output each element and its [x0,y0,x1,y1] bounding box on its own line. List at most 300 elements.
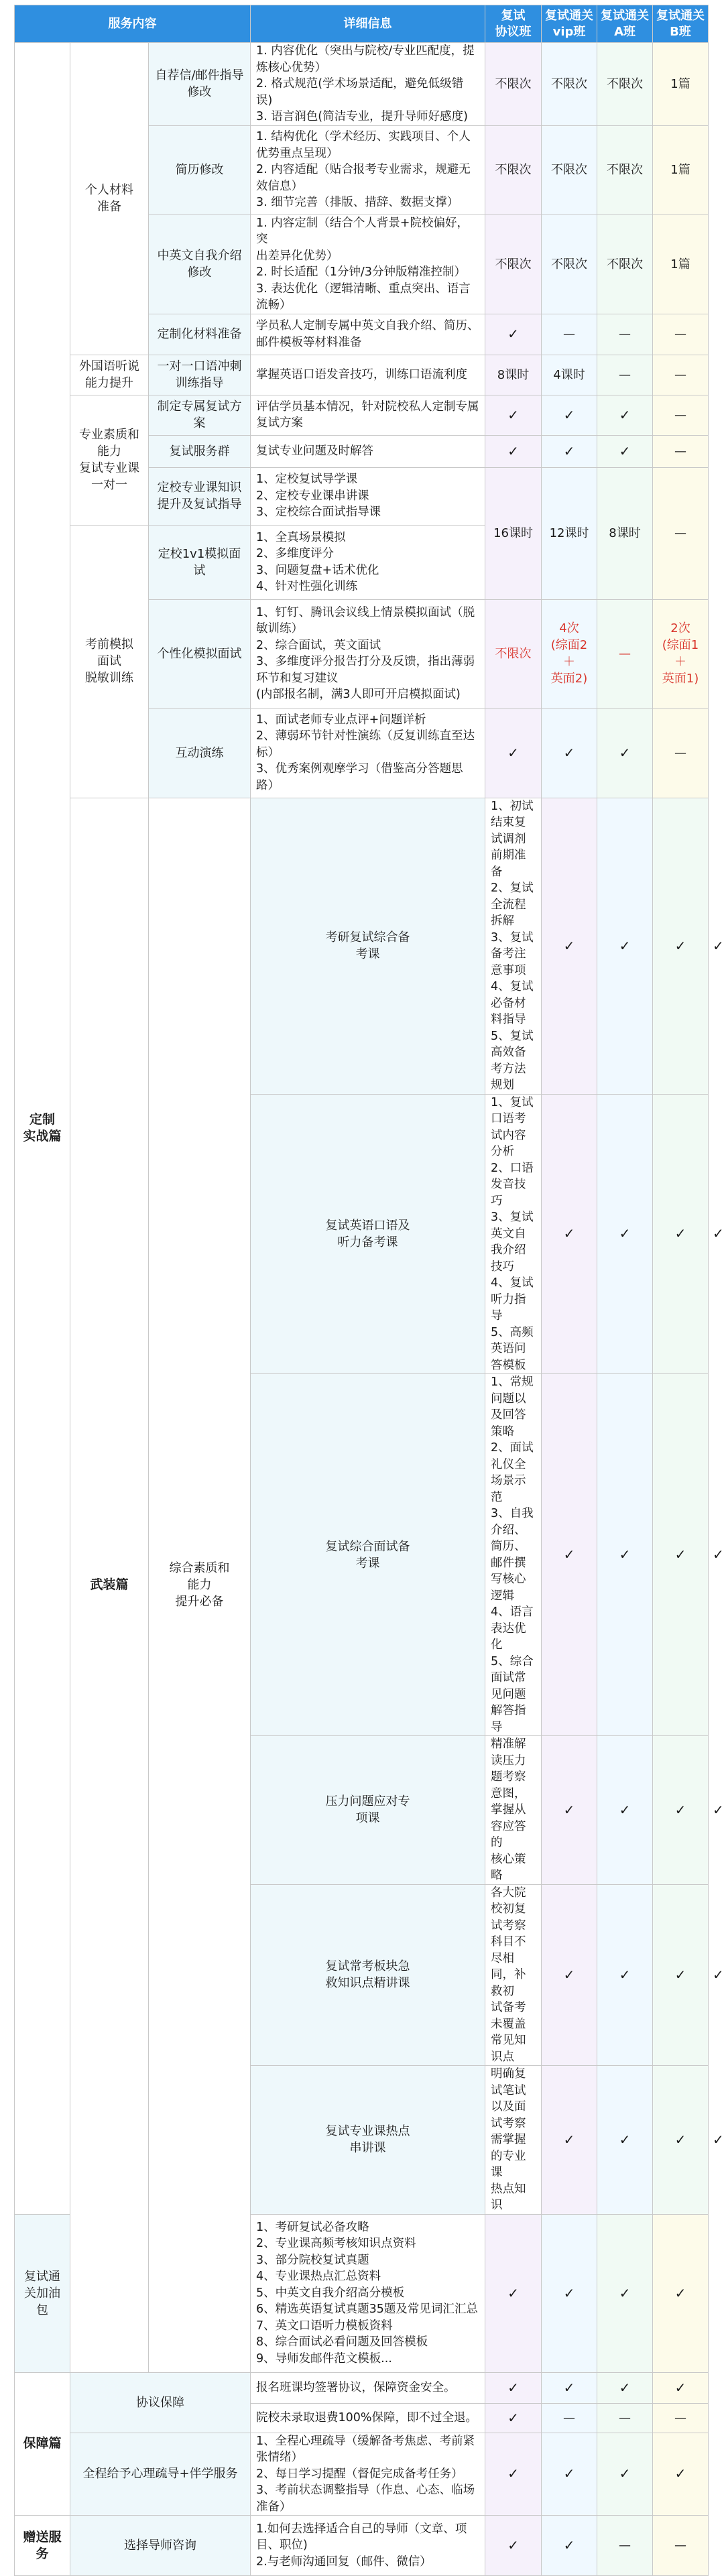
detail-cell [251,525,485,599]
text-line: 1、考研复试必备攻略 [256,2220,369,2234]
text-line: 1、常规问题以及回答策略 [491,1375,534,1438]
value-b [653,2214,709,2372]
text-line: 热点知识 [491,2182,526,2212]
category-label: 能力提升 [85,376,133,390]
text-line: 5、综合面试常见问题解答指导 [491,1654,534,1734]
category-comprehensive-ability [149,798,251,2372]
value-vip [597,1374,653,1736]
text-line: 3. 语言润色(简洁专业，提升导师好感度) [256,110,468,123]
item-label: 提升及复试指导 [157,497,242,511]
service-item [251,798,485,1094]
value-text: ✓ [563,2537,575,2553]
detail-cell [251,125,485,214]
value-text: 英面2) [550,672,588,686]
value-a [597,708,653,798]
item-label: 个性化模拟面试 [157,646,242,661]
text-line: 4、复试听力指导 [491,1276,534,1323]
text-line: 标） [256,745,280,759]
value-text: ✓ [619,1966,631,1983]
table-row [15,2433,709,2516]
item-label: 项课 [355,1811,380,1826]
value-b [653,2433,709,2516]
table-row: 复试常考板块急 救知识点精讲课 各大院校初复试考察科目不尽相同，补救初 试备考未覆盖常见知识点 ✓ ✓ ✓ ✓ [15,1884,709,2066]
value-protocol [485,2516,542,2576]
value-b [653,2372,709,2403]
value-text: ✓ [563,1546,575,1562]
value-text: ✓ [619,406,631,423]
value-a [653,2066,709,2215]
category-agreement-guarantee [70,2372,251,2433]
value-text: 英面1) [662,672,699,686]
value-text: 8课时 [497,367,530,382]
value-protocol [542,1374,597,1736]
category-professional-1v1 [70,395,149,525]
section-label: 赠送服务 [23,2529,62,2561]
detail-cell [251,2372,485,2403]
service-item [251,1094,485,1374]
item-label: 听力备考课 [337,1235,398,1249]
value-vip [542,599,597,708]
value-b [653,214,709,314]
value-text: — [674,526,687,540]
item-label: 复试综合面试备 [325,1539,410,1554]
value-vip [542,125,597,214]
table-row: 武装篇 综合素质和 能力 提升必备 考研复试综合备 考课 1、初试结束复试调剂前期准备 2、复试全流程拆解 3、复试备考注意事项 4、复试必备材料指导 5、复试高效备考方法规划 ✓ ✓ ✓ ✓ [15,798,709,1094]
header-row [15,5,709,43]
text-line: 2.与老师沟通回复（邮件、微信） [256,2555,432,2569]
detail-cell [251,467,485,525]
text-line: 3、复试英文自我介绍技巧 [491,1211,534,1274]
section-equipment [70,798,149,2372]
value-text: ✓ [563,406,575,423]
category-label: 能力 [187,1578,212,1592]
detail-cell [485,1884,542,2066]
item-label: 定校专业课知识 [157,481,242,495]
text-line: 4、复试必备材料指导 [491,980,534,1026]
detail-cell [251,355,485,395]
value-text: ✓ [674,1225,686,1242]
value-a [597,599,653,708]
service-item [251,1736,485,1885]
category-label: 考前模拟 [85,637,133,652]
value-text: 12课时 [549,526,589,540]
value-text: — [674,2410,687,2425]
value-protocol [485,435,542,467]
category-label: 提升必备 [175,1595,224,1609]
text-line: 精准解读压力题考察意图，掌握从容应答的 [491,1737,526,1849]
value-a [653,798,709,1094]
category-mock-interview [70,525,149,798]
text-line: 路） [256,778,280,792]
value-protocol [485,467,542,599]
text-line: 目、职位) [256,2538,308,2553]
value-protocol [485,125,542,214]
value-a [597,2372,653,2403]
service-item [149,599,251,708]
value-text: ✓ [563,2284,575,2301]
value-text: 1篇 [670,76,690,91]
value-text: 不限次 [551,257,588,271]
item-label: 复试常考板块急 [325,1959,410,1974]
value-text: 8课时 [609,526,641,540]
value-vip [542,214,597,314]
value-text: — [619,646,631,661]
service-item [149,214,251,314]
section-label: 武装篇 [90,1577,129,1592]
value-vip [542,43,597,126]
value-a [653,1736,709,1885]
service-item [149,467,251,525]
value-protocol [485,43,542,126]
value-text: ✓ [674,1546,686,1562]
text-line: 1.如何去选择适合自己的导师（文章、项 [256,2522,467,2536]
table-row [15,355,709,395]
text-line: 3、问题复盘+话术优化 [256,563,379,577]
value-b [653,708,709,798]
value-a [597,2403,653,2433]
item-label: 压力问题应对专 [325,1794,410,1809]
value-text: ✓ [563,1966,575,1983]
category-label: 面试 [97,654,121,668]
text-line: 2、综合面试，英文面试 [256,638,381,652]
value-text: — [674,367,687,382]
value-text: ✓ [674,2284,686,2301]
value-text: ✓ [674,1801,686,1818]
item-label: 自荐信/邮件指导 [155,68,244,83]
item-label: 串讲课 [349,2141,386,2156]
text-line: 1、面试老师专业点评+问题详析 [256,713,426,727]
value-a [597,214,653,314]
value-text: ✓ [619,2131,631,2148]
value-vip [542,467,597,599]
value-text: ✓ [507,442,519,459]
value-text: ✓ [563,2465,575,2482]
value-vip [597,798,653,1094]
value-a [597,2516,653,2576]
text-line: 试备考未覆盖常见知识点 [491,2001,526,2064]
value-text: ✓ [507,2465,519,2482]
table-row [15,2516,709,2576]
detail-cell [485,1374,542,1736]
table-row: 复试英语口语及 听力备考课 1、复试口语考试内容分析 2、口语发音技巧 3、复试英文自我介绍技巧 4、复试听力指导 5、高频英语问答模板 ✓ ✓ ✓ ✓ [15,1094,709,1374]
header-plan-a: 复试通关 A班 [597,5,653,43]
text-line: 敏训练） [256,622,304,635]
detail-cell [251,2516,485,2576]
detail-cell [251,395,485,435]
detail-cell [485,1736,542,1885]
value-text: — [563,2410,576,2425]
text-line: 7、英文口语听力模板资料 [256,2319,393,2333]
header-plan-b: 复试通关 B班 [653,5,709,43]
detail-cell [485,2066,542,2215]
service-item [15,2214,70,2372]
value-vip [542,435,597,467]
value-protocol [485,2403,542,2433]
value-text: — [563,327,576,341]
value-a [597,467,653,599]
text-line: 1、钉钉、腾讯会议线上情景模拟面试（脱 [256,605,475,619]
value-vip [597,2066,653,2215]
text-line: 3、多维度评分报告打分及反馈，指出薄弱 [256,655,475,668]
value-b [653,467,709,599]
value-text: ✓ [563,442,575,459]
header-plan-protocol: 复试 协议班 [485,5,542,43]
value-b [653,599,709,708]
text-line: 各大院校初复试考察科目不尽相同，补救初 [491,1886,526,1998]
item-label: 救知识点精讲课 [325,1976,410,1991]
section-guarantee [15,2372,70,2516]
value-protocol [485,708,542,798]
item-label: 复试通关加油包 [24,2269,60,2317]
category-label: 专业素质和 [79,428,139,442]
service-item [149,525,251,599]
value-text: 不限次 [495,646,532,661]
detail-cell [251,214,485,314]
value-text: ✓ [563,2131,575,2148]
value-a [597,314,653,355]
category-advisor-consult [70,2516,251,2576]
value-b [653,355,709,395]
section-gift [15,2516,70,2576]
text-line: 2. 格式规范(学术场景适配，避免低级错误) [256,77,464,107]
value-a [653,1094,709,1374]
text-line: 1. 内容优化（突出与院校/专业匹配度，提 [256,44,475,58]
text-line: 3、考前状态调整指导（作息、心态、临场 [256,2483,475,2497]
value-text: ✓ [619,2465,631,2482]
value-vip [597,1884,653,2066]
value-text: 不限次 [495,76,532,91]
text-line: 1. 内容定制（结合个人背景+院校偏好，突 [256,216,469,246]
value-protocol [485,2433,542,2516]
value-text: — [619,2538,631,2553]
value-protocol [485,599,542,708]
header-detail: 详细信息 [251,5,485,43]
category-label: 外国语听说 [79,359,139,373]
value-text: — [674,745,687,760]
item-label: 复试英语口语及 [325,1218,410,1233]
value-text: ✓ [507,744,519,761]
value-text: — [674,444,687,458]
category-label: 复试专业课 [79,461,139,475]
value-text: 不限次 [607,76,644,91]
text-line: 2. 内容适配（贴合报考专业需求，规避无 [256,163,471,177]
value-protocol [485,355,542,395]
value-a [597,435,653,467]
value-text: ✓ [563,1801,575,1818]
value-text: ✓ [619,744,631,761]
value-text: ✓ [619,1801,631,1818]
value-text: ✓ [619,2284,631,2301]
value-b [653,314,709,355]
service-item [251,1884,485,2066]
table-row [15,43,709,126]
text-line: 掌握英语口语发音技巧，训练口语流利度 [256,367,468,381]
text-line: 9、导师发邮件范文模板... [256,2351,392,2366]
value-protocol [485,214,542,314]
text-line: 优势重点呈现） [256,146,339,160]
category-label: 协议保障 [136,2395,185,2410]
section-custom-practice [15,43,70,2215]
text-line: 1、全程心理疏导（缓解备考焦虑、考前紧 [256,2434,475,2448]
text-line: 效信息） [256,179,304,193]
item-label: 考课 [355,1556,380,1571]
value-vip [597,1736,653,1885]
category-label: 准备 [97,200,121,214]
category-label: 能力 [97,444,121,458]
text-line: 4、针对性强化训练 [256,580,358,593]
category-label: 一对一 [91,478,127,492]
value-vip [542,2433,597,2516]
item-label: 制定专属复试方 [157,400,242,414]
value-b [653,125,709,214]
table-row: 复试专业课热点 串讲课 明确复试笔试以及面试考察需掌握的专业课 热点知识 ✓ ✓ ✓ ✓ [15,2066,709,2215]
text-line: 3、部分院校复试真题 [256,2253,369,2267]
value-text: 不限次 [551,163,588,177]
value-text: ✓ [507,2409,519,2426]
value-text: ✓ [619,1546,631,1562]
text-line: 院校未录取退费100%保障，即不过全退。 [256,2410,478,2425]
text-line: 2、口语发音技巧 [491,1161,534,1208]
category-label: 选择导师咨询 [124,2538,197,2553]
value-text: 4课时 [553,367,585,382]
value-text: — [619,367,631,382]
value-protocol [542,1094,597,1374]
text-line: 学员私人定制专属中英文自我介绍、简历、 [256,319,479,332]
value-text: ✓ [563,937,575,954]
section-label: 实战篇 [23,1129,62,1144]
category-label: 全程给予心理疏导+伴学服务 [82,2467,238,2481]
text-line: 报名班课均签署协议，保障资金安全。 [256,2380,456,2394]
text-line: 2. 时长适配（1分钟/3分钟版精准控制） [256,265,466,279]
value-text: 16课时 [493,526,533,540]
text-line: 5、中英文自我介绍高分模板 [256,2286,405,2300]
value-text: 不限次 [607,257,644,271]
category-foreign-language [70,355,149,395]
text-line: 3、定校综合面试指导课 [256,505,381,519]
text-line: 2、多维度评分 [256,547,335,560]
value-protocol [542,2066,597,2215]
value-text: (综面1＋ [662,638,699,669]
item-label: 修改 [187,85,212,100]
service-item [149,355,251,395]
value-text: ✓ [674,1966,686,1983]
item-label: 一对一口语冲刺 [157,359,242,373]
value-vip [542,355,597,395]
value-text: 1篇 [670,257,690,271]
text-line: 8、综合面试必看问题及回答模板 [256,2335,428,2349]
detail-cell [251,2433,485,2516]
value-vip [597,1094,653,1374]
text-line: 流畅） [256,298,292,312]
value-text: 2次 [670,621,690,635]
detail-cell [485,798,542,1094]
value-text: — [674,408,687,422]
category-label: 脱敏训练 [85,671,133,685]
text-line: 6、精选英语复试真题35题及常见词汇汇总 [256,2303,478,2317]
text-line: 核心策略 [491,1852,526,1882]
text-line: 1、初试结束复试调剂前期准备 [491,799,534,879]
text-line: 复试专业问题及时解答 [256,444,374,458]
item-label: 修改 [187,265,212,280]
value-text: — [674,327,687,341]
value-text: — [674,2538,687,2553]
value-text: ✓ [507,406,519,423]
value-text: — [619,327,631,341]
detail-cell [251,2403,485,2433]
detail-cell [251,708,485,798]
text-line: 2、薄弱环节针对性演练（反复训练直至达 [256,729,475,743]
service-item [149,708,251,798]
text-line: 3、复试备考注意事项 [491,930,534,977]
value-text: ✓ [563,744,575,761]
section-label: 保障篇 [23,2436,62,2451]
value-text: ✓ [674,2131,686,2148]
value-b [653,2403,709,2433]
text-line: 3. 表达优化（逻辑清晰、重点突出、语言 [256,282,471,296]
detail-cell [251,599,485,708]
value-a [597,355,653,395]
detail-cell [251,43,485,126]
value-vip [542,2403,597,2433]
category-psych-support [70,2433,251,2516]
text-line: 1、全真场景模拟 [256,530,346,544]
item-label: 复试专业课热点 [325,2124,410,2139]
value-text: 1篇 [670,163,690,177]
text-line: 明确复试笔试以及面试考察需掌握的专业课 [491,2067,526,2179]
detail-cell [251,435,485,467]
detail-cell [485,1094,542,1374]
item-label: 中英文自我介绍 [157,249,242,263]
value-a [653,1374,709,1736]
service-comparison-table [14,5,724,2576]
text-line: 4、语言表达优化 [491,1605,534,1652]
category-label: 综合素质和 [169,1561,230,1575]
value-text: — [619,2410,631,2425]
item-label: 案 [193,416,206,430]
value-vip [542,314,597,355]
text-line: 3、自我介绍、简历、邮件撰写核心逻辑 [491,1507,534,1603]
item-label: 考研复试综合备 [325,930,410,944]
value-protocol [485,2214,542,2372]
service-item [149,395,251,435]
service-item [149,314,251,355]
text-line: 1、定校复试导学课 [256,473,358,487]
detail-cell [251,2214,485,2372]
text-line: 邮件模板等材料准备 [256,335,362,349]
value-b [653,43,709,126]
item-label: 考课 [355,947,380,961]
value-text: ✓ [507,2379,519,2396]
item-label: 复试服务群 [169,444,230,458]
text-line: 出差异化优势） [256,249,339,263]
value-protocol [485,395,542,435]
item-label: 训练指导 [175,376,224,390]
text-line: 环节和复习建议 [256,671,339,685]
value-vip [542,2516,597,2576]
value-vip [542,708,597,798]
value-protocol [542,1884,597,2066]
category-label: 个人材料 [85,183,133,198]
value-text: 不限次 [607,163,644,177]
text-line: 4、专业课热点汇总资料 [256,2270,381,2284]
text-line: 5、复试高效备考方法规划 [491,1029,534,1092]
section-label: 定制 [29,1112,55,1127]
value-protocol [542,1736,597,1885]
table-row: 压力问题应对专 项课 精准解读压力题考察意图，掌握从容应答的 核心策略 ✓ ✓ ✓ ✓ [15,1736,709,1885]
header-plan-vip: 复试通关 vip班 [542,5,597,43]
text-line: 1. 结构优化（学术经历、实践项目、个人 [256,130,471,144]
value-vip [542,395,597,435]
